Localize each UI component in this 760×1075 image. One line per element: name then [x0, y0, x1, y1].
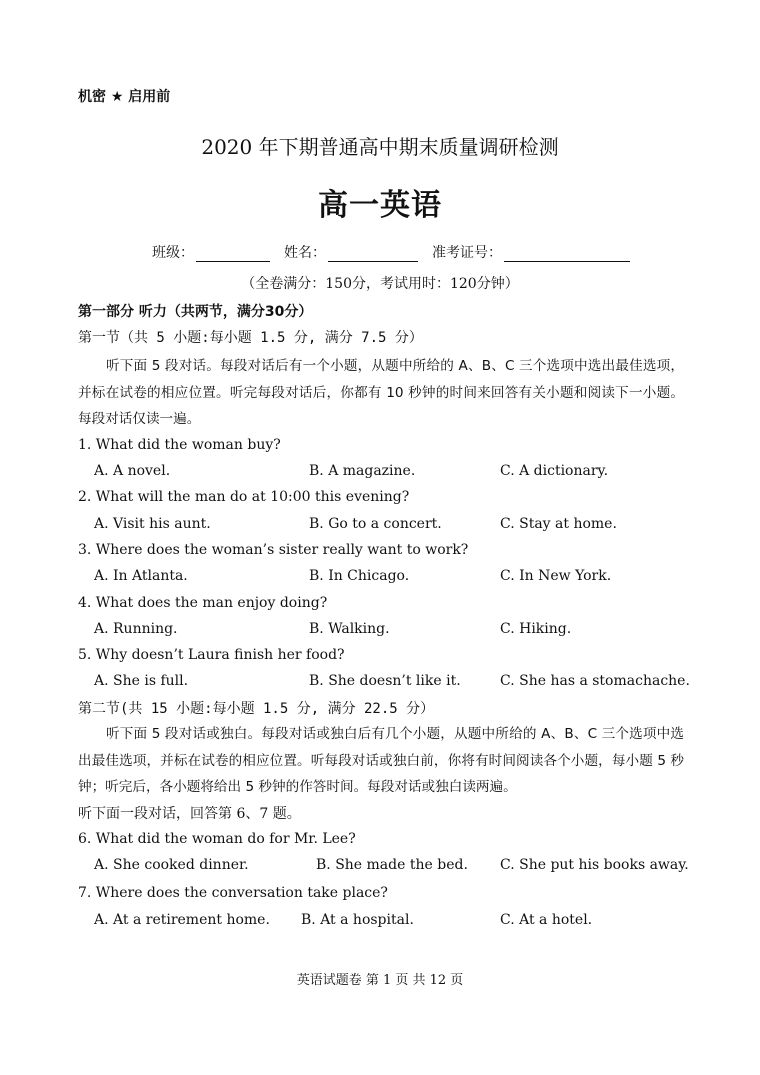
score-line: （全卷满分：150分，考试用时：120分钟） [241, 276, 519, 292]
option-a: A. She is full. [94, 673, 189, 689]
option-a: A. In Atlanta. [94, 568, 188, 584]
section1-instructions: 听下面 5 段对话。每段对话后有一个小题，从题中所给的 A、B、C 三个选项中选出最佳选项，并标在试卷的相应位置。听完每段对话后，你都有 10 秒钟的时间来回答有关小题和阅读下一小题。每段对话仅读一遍。 [78, 358, 684, 427]
subject-title: 高一英语 [318, 188, 442, 223]
exam-no-blank[interactable] [504, 247, 630, 262]
option-b: B. She doesn’t like it. [309, 673, 461, 689]
option-a: A. Running. [94, 621, 178, 637]
option-b: B. In Chicago. [309, 568, 410, 584]
student-info-row [152, 242, 630, 262]
option-a: A. A novel. [94, 463, 171, 479]
option-a: A. She cooked dinner. [94, 857, 249, 873]
option-b: B. Go to a concert. [309, 516, 442, 532]
option-b: B. At a hospital. [301, 912, 414, 928]
exam-title: 2020 年下期普通高中期末质量调研检测 [201, 135, 559, 159]
option-c: C. She put his books away. [500, 857, 689, 873]
question-stem: 7. Where does the conversation take place? [78, 885, 388, 901]
option-c: C. In New York. [500, 568, 612, 584]
class-label: 班级： [152, 245, 194, 261]
name-label: 姓名： [284, 245, 326, 261]
question-stem: 5. Why doesn’t Laura finish her food? [78, 647, 345, 663]
section2-title: 第二节(共 15 小题:每小题 1.5 分, 满分 22.5 分） [78, 701, 435, 717]
option-c: C. Hiking. [500, 621, 572, 637]
question-stem: 1. What did the woman buy? [78, 437, 281, 453]
section1-title: 第一节（共 5 小题:每小题 1.5 分, 满分 7.5 分） [78, 330, 423, 346]
name-blank[interactable] [328, 247, 418, 262]
option-b: B. She made the bed. [316, 857, 468, 873]
option-c: C. Stay at home. [500, 516, 617, 532]
option-a: A. Visit his aunt. [94, 516, 211, 532]
exam-no-label: 准考证号： [432, 245, 502, 261]
option-c: C. At a hotel. [500, 912, 593, 928]
confidential-label: 机密 ★ 启用前 [78, 89, 171, 105]
option-a: A. At a retirement home. [94, 912, 270, 928]
option-c: C. A dictionary. [500, 463, 609, 479]
option-b: B. Walking. [309, 621, 390, 637]
question-stem: 3. Where does the woman’s sister really want to work? [78, 542, 469, 558]
question-stem: 2. What will the man do at 10:00 this evening? [78, 489, 410, 505]
option-c: C. She has a stomachache. [500, 673, 690, 689]
question-stem: 4. What does the man enjoy doing? [78, 595, 328, 611]
class-blank[interactable] [196, 247, 270, 262]
question-stem: 6. What did the woman do for Mr. Lee? [78, 831, 356, 847]
part1-title: 第一部分 听力（共两节，满分30分） [78, 304, 313, 320]
option-b: B. A magazine. [309, 463, 416, 479]
section2-instructions: 听下面 5 段对话或独白。每段对话或独白后有几个小题，从题中所给的 A、B、C 三个选项中选出最佳选项，并标在试卷的相应位置。听每段对话或独白前，你将有时间阅读各个小题，每小题 5 秒钟；听完后，各小题将给出 5 秒钟的作答时间。每段对话或独白读两遍。 [78, 726, 684, 795]
page-footer: 英语试题卷 第 1 页 共 12 页 [296, 973, 464, 988]
dialogue-note: 听下面一段对话，回答第 6、7 题。 [78, 806, 301, 822]
